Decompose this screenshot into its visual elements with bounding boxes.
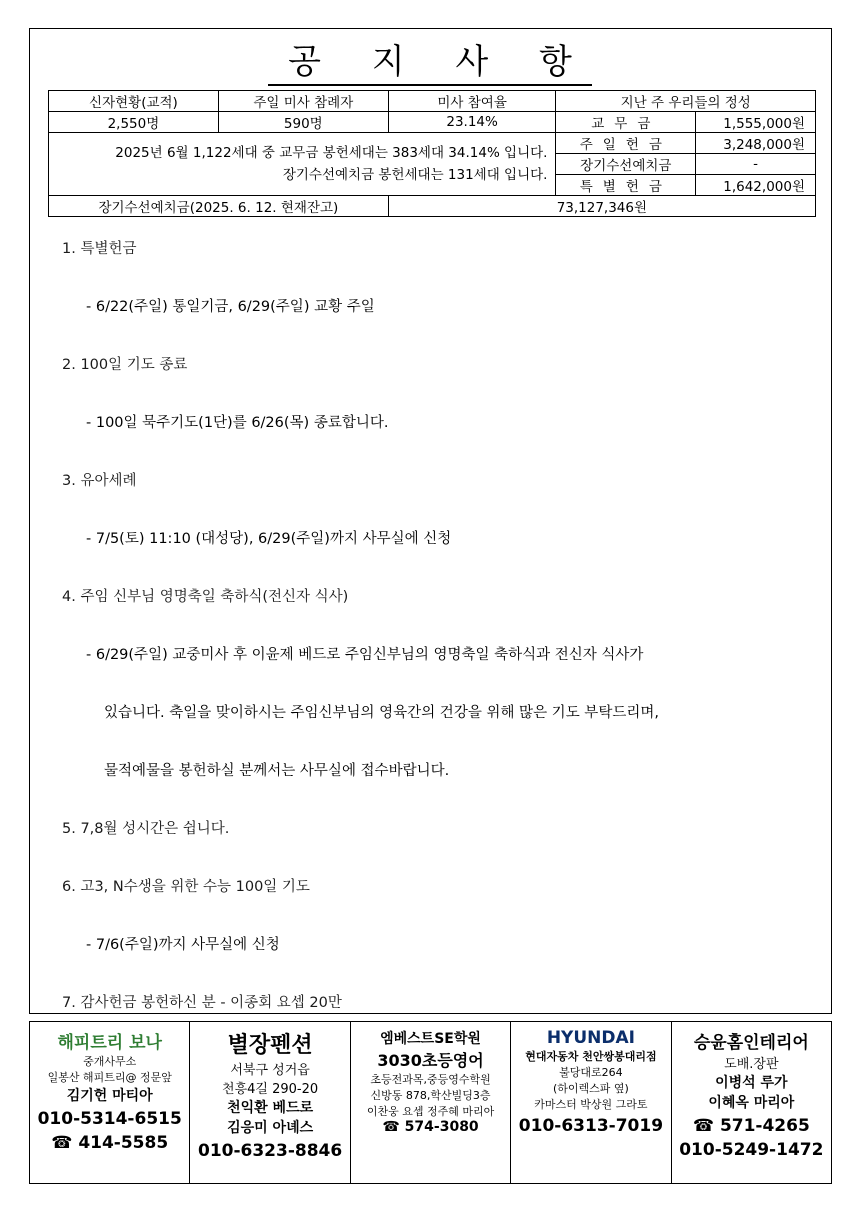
cell: 590명 xyxy=(218,112,388,133)
notice-line: 있습니다. 축일을 맞이하시는 주임신부님의 영육간의 건강을 위해 많은 기도 부탁드리며, xyxy=(104,705,659,721)
cell: - xyxy=(696,154,816,175)
cell: 3,248,000원 xyxy=(696,133,816,154)
ad-academy: 엠베스트SE학원 3030초등영어 초등전과목,중등영수학원 신방동 878,학산빌딩3층 이찬웅 요셉 정주혜 마리아 ☎ 574-3080 xyxy=(351,1022,511,1183)
cell: 1,555,000원 xyxy=(696,112,816,133)
ad-happytree: 해피트리 보나 중개사무소 일봉산 해피트리@ 정문앞 김기헌 마티아 010-5314-6515 ☎ 414-5585 xyxy=(30,1022,190,1183)
cell: 73,127,346원 xyxy=(388,196,815,217)
cell: 장기수선예치금 xyxy=(556,154,696,175)
notice-line: - 100일 묵주기도(1단)를 6/26(목) 종료합니다. xyxy=(86,415,389,431)
cell: 신자현황(교적) xyxy=(49,91,219,112)
cell: 1,642,000원 xyxy=(696,175,816,196)
cell: 지난 주 우리들의 정성 xyxy=(556,91,816,112)
cell: 특별헌금 xyxy=(556,175,696,196)
notice-line: - 6/22(주일) 통일기금, 6/29(주일) 교황 주일 xyxy=(86,299,375,315)
notice-heading: 6. 고3, N수생을 위한 수능 100일 기도 xyxy=(62,879,310,895)
notice-heading: 7. 감사헌금 봉헌하신 분 - 이종회 요셉 20만 xyxy=(62,995,342,1011)
notice-heading: 1. 특별헌금 xyxy=(62,241,137,257)
cell: 교무금 xyxy=(556,112,696,133)
notice-heading: 4. 주임 신부님 영명축일 축하식(전신자 식사) xyxy=(62,589,349,605)
notice-line: 물적예물을 봉헌하실 분께서는 사무실에 접수바랍니다. xyxy=(104,763,450,779)
stats-table xyxy=(48,90,816,217)
page-title: 공 지 사 항 xyxy=(0,34,860,83)
cell: 23.14% xyxy=(388,112,556,133)
notice-line: - 7/6(주일)까지 사무실에 신청 xyxy=(86,937,280,953)
household-note: 2025년 6월 1,122세대 중 교무금 봉헌세대는 383세대 34.14% 입니다. 장기수선예치금 봉헌세대는 131세대 입니다. xyxy=(49,133,556,196)
ad-hyundai: HYUNDAI 현대자동차 천안쌍봉대리점 불당대로264 (하이렉스파 옆) 카마스터 박상원 그라토 010-6313-7019 xyxy=(511,1022,671,1183)
notice-heading: 2. 100일 기도 종료 xyxy=(62,357,188,373)
cell: 2,550명 xyxy=(49,112,219,133)
notice-heading: 3. 유아세례 xyxy=(62,473,137,489)
notice-line: - 7/5(토) 11:10 (대성당), 6/29(주일)까지 사무실에 신청 xyxy=(86,531,452,547)
ad-interior: 승윤홈인테리어 도배.장판 이병석 루가 이혜옥 마리아 ☎ 571-4265 010-5249-1472 xyxy=(679,1033,824,1160)
notice-list xyxy=(62,234,822,1046)
notice-line: - 6/29(주일) 교중미사 후 이윤제 베드로 주임신부님의 영명축일 축하식과 전신자 식사가 xyxy=(86,647,644,663)
cell: 주일 미사 참례자 xyxy=(218,91,388,112)
cell: 장기수선예치금(2025. 6. 12. 현재잔고) xyxy=(49,196,389,217)
cell: 미사 참여율 xyxy=(388,91,556,112)
ads-bar xyxy=(29,1021,832,1184)
ad-pension: 별장펜션 서북구 성거읍 천흥4길 290-20 천익환 베드로 김응미 아녜스 010-6323-8846 xyxy=(190,1022,350,1183)
cell: 주일헌금 xyxy=(556,133,696,154)
notice-heading: 5. 7,8월 성시간은 쉽니다. xyxy=(62,821,230,837)
